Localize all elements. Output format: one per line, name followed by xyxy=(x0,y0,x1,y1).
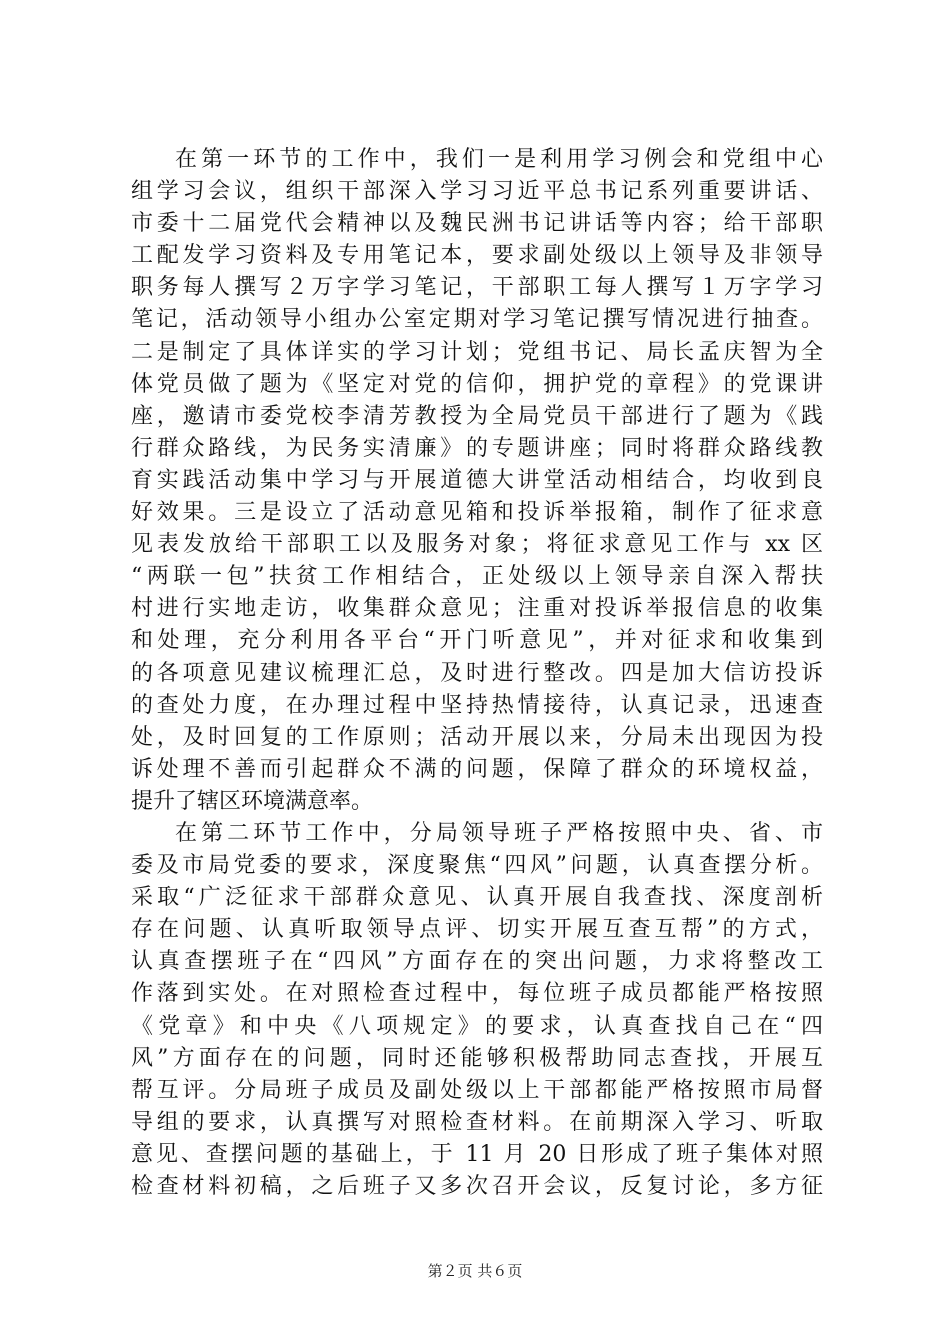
text-line: 组学习会议，组织干部深入学习习近平总书记系列重要讲话、 xyxy=(131,179,823,205)
paragraph xyxy=(131,818,823,1203)
text-line: 好效果。三是设立了活动意见箱和投诉举报箱，制作了征求意 xyxy=(131,500,823,526)
page-number-footer: 第２页 共６页 xyxy=(427,1262,523,1280)
text-line: 意见、查摆问题的基础上，于 11 月 20 日形成了班子集体对照 xyxy=(131,1141,823,1167)
text-line: 市委十二届党代会精神以及魏民洲书记讲话等内容；给干部职 xyxy=(131,211,823,237)
text-line: 存在问题、认真听取领导点评、切实开展互查互帮”的方式， xyxy=(131,917,823,943)
text-line: 委及市局党委的要求，深度聚焦“四风”问题，认真查摆分析。 xyxy=(131,853,823,879)
text-line: 座，邀请市委党校李清芳教授为全局党员干部进行了题为《践 xyxy=(131,403,823,429)
text-line: 职务每人撰写２万字学习笔记，干部职工每人撰写１万字学习 xyxy=(131,275,823,301)
text-line: 笔记，活动领导小组办公室定期对学习笔记撰写情况进行抽查。 xyxy=(131,307,823,333)
text-line: 见表发放给干部职工以及服务对象；将征求意见工作与 xx 区 xyxy=(131,532,823,558)
text-line: “两联一包”扶贫工作相结合，正处级以上领导亲自深入帮扶 xyxy=(131,564,823,590)
text-line: 处，及时回复的工作原则；活动开展以来，分局未出现因为投 xyxy=(131,724,823,750)
text-line: 的各项意见建议梳理汇总，及时进行整改。四是加大信访投诉 xyxy=(131,660,823,686)
text-line: 作落到实处。在对照检查过程中，每位班子成员都能严格按照 xyxy=(131,981,823,1007)
text-line: 诉处理不善而引起群众不满的问题，保障了群众的环境权益， xyxy=(131,756,823,782)
text-line: 二是制定了具体详实的学习计划；党组书记、局长孟庆智为全 xyxy=(131,339,823,365)
text-line: 体党员做了题为《坚定对党的信仰，拥护党的章程》的党课讲 xyxy=(131,371,823,397)
text-line: 风”方面存在的问题，同时还能够积极帮助同志查找，开展互 xyxy=(131,1045,823,1071)
text-line: 在第一环节的工作中，我们一是利用学习例会和党组中心 xyxy=(175,147,823,172)
text-line: 提升了辖区环境满意率。 xyxy=(131,788,374,814)
text-line: 在第二环节工作中，分局领导班子严格按照中央、省、市 xyxy=(175,820,823,846)
text-line: 采取“广泛征求干部群众意见、认真开展自我查找、深度剖析 xyxy=(131,885,823,911)
text-line: 的查处力度，在办理过程中坚持热情接待，认真记录，迅速查 xyxy=(131,692,823,718)
text-line: 帮互评。分局班子成员及副处级以上干部都能严格按照市局督 xyxy=(131,1077,823,1103)
text-line: 村进行实地走访，收集群众意见；注重对投诉举报信息的收集 xyxy=(131,596,823,622)
text-line: 检查材料初稿，之后班子又多次召开会议，反复讨论，多方征 xyxy=(131,1174,823,1199)
text-line: 育实践活动集中学习与开展道德大讲堂活动相结合，均收到良 xyxy=(131,467,823,493)
paragraph xyxy=(131,144,823,818)
text-line: 工配发学习资料及专用笔记本，要求副处级以上领导及非领导 xyxy=(131,243,823,269)
text-line: 行群众路线，为民务实清廉》的专题讲座；同时将群众路线教 xyxy=(131,435,823,461)
text-line: 和处理，充分利用各平台“开门听意见”，并对征求和收集到 xyxy=(131,628,823,654)
text-line: 导组的要求，认真撰写对照检查材料。在前期深入学习、听取 xyxy=(131,1109,823,1135)
text-line: 《党章》和中央《八项规定》的要求，认真查找自己在“四 xyxy=(131,1013,823,1039)
document-body xyxy=(131,144,823,1203)
text-line: 认真查摆班子在“四风”方面存在的突出问题，力求将整改工 xyxy=(131,949,823,975)
